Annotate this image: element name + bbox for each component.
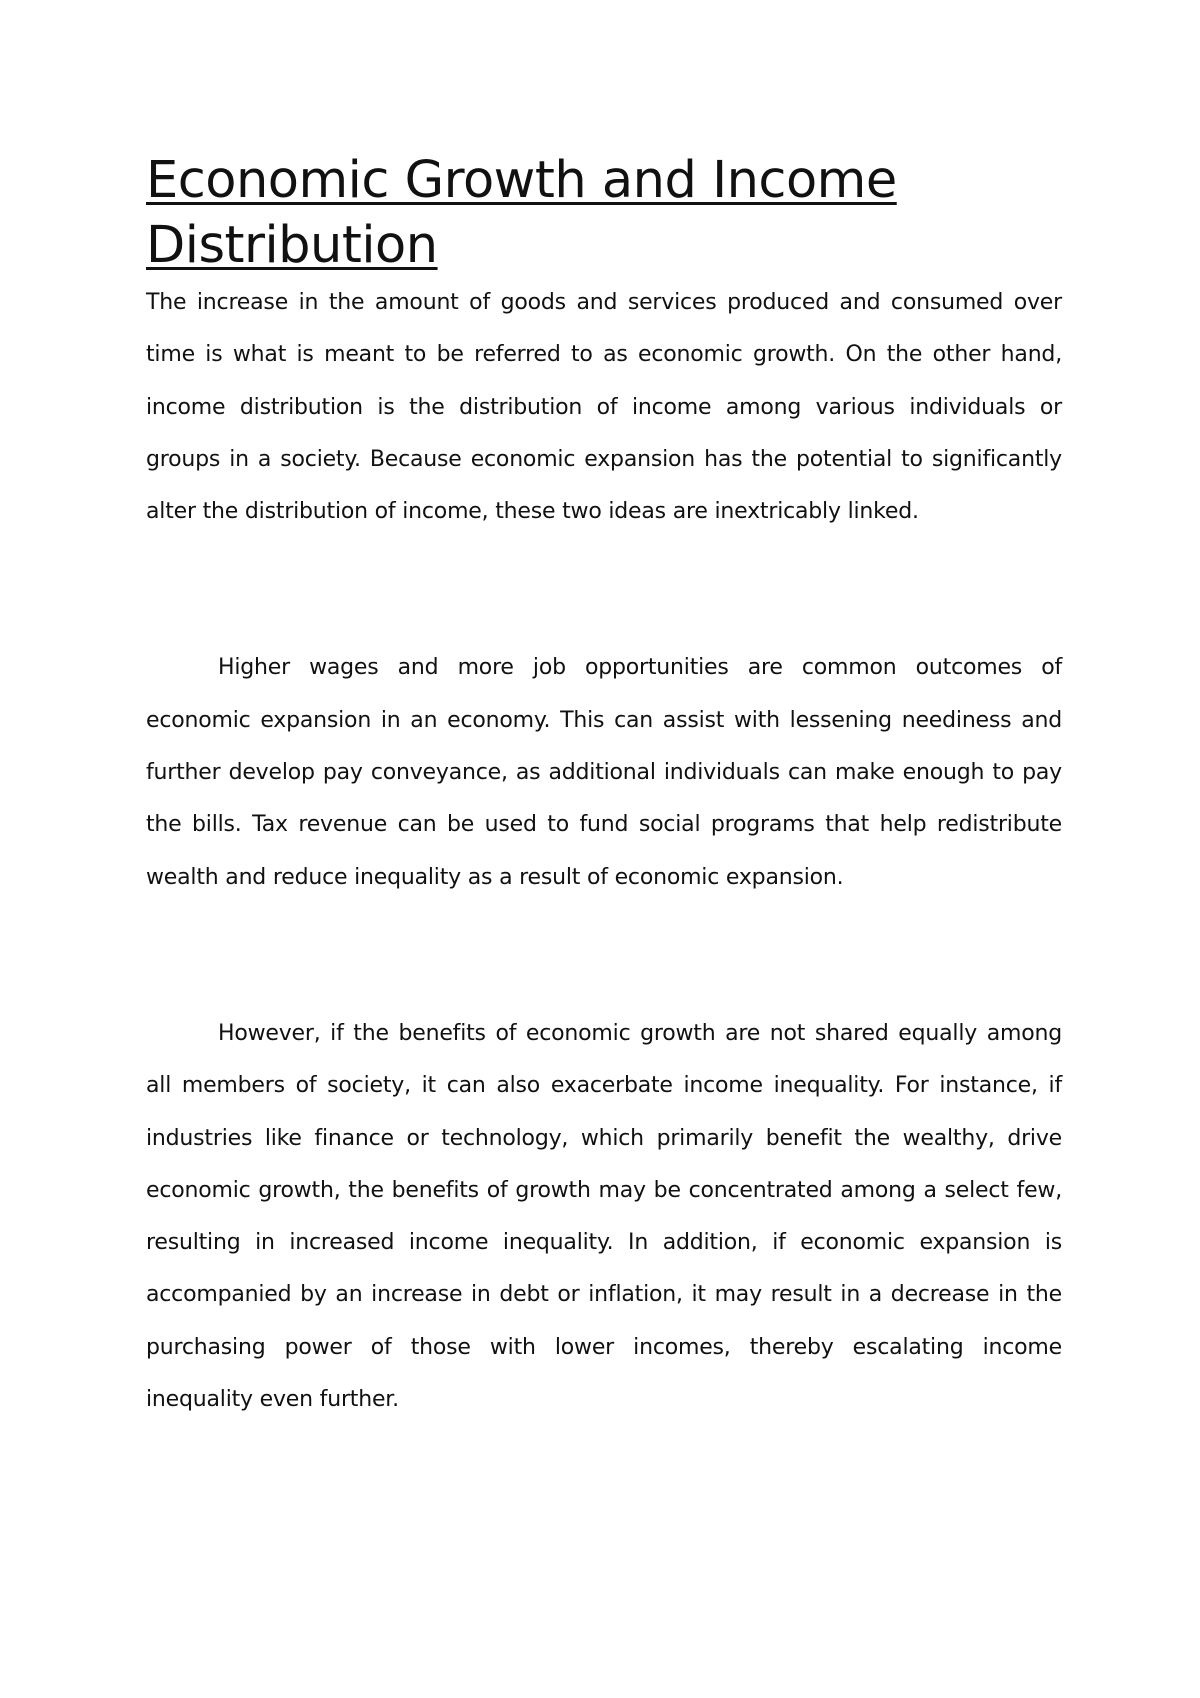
- paragraph-spacer: [146, 538, 1062, 642]
- paragraph-intro: The increase in the amount of goods and services produced and consumed over time is what is meant to be referred to as economic growth. On the other hand, income distribution is the distribution of income among various individuals or groups in a society. Because economic expansion has the potential to significantly alter the distribution of income, these two ideas are inextricably linked.: [146, 290, 1062, 525]
- document-title: Economic Growth and Income Distribution: [146, 151, 897, 275]
- document-body: [146, 148, 1062, 1426]
- paragraph-spacer: [146, 904, 1062, 1008]
- paragraph-inequality: However, if the benefits of economic growth are not shared equally among all members of society, it can also exacerbate income inequality. For instance, if industries like finance or technology, which primarily benefit the wealthy, drive economic growth, the benefits of growth may be concentrated among a select few, resulting in increased income inequality. In addition, if economic expansion is accompanied by an increase in debt or inflation, it may result in a decrease in the purchasing power of those with lower incomes, thereby escalating income inequality even further.: [146, 1020, 1062, 1413]
- paragraph-growth-benefits: Higher wages and more job opportunities are common outcomes of economic expansion in an economy. This can assist with lessening neediness and further develop pay conveyance, as additional individuals can make enough to pay the bills. Tax revenue can be used to fund social programs that help redistribute wealth and reduce inequality as a result of economic expansion.: [146, 655, 1062, 890]
